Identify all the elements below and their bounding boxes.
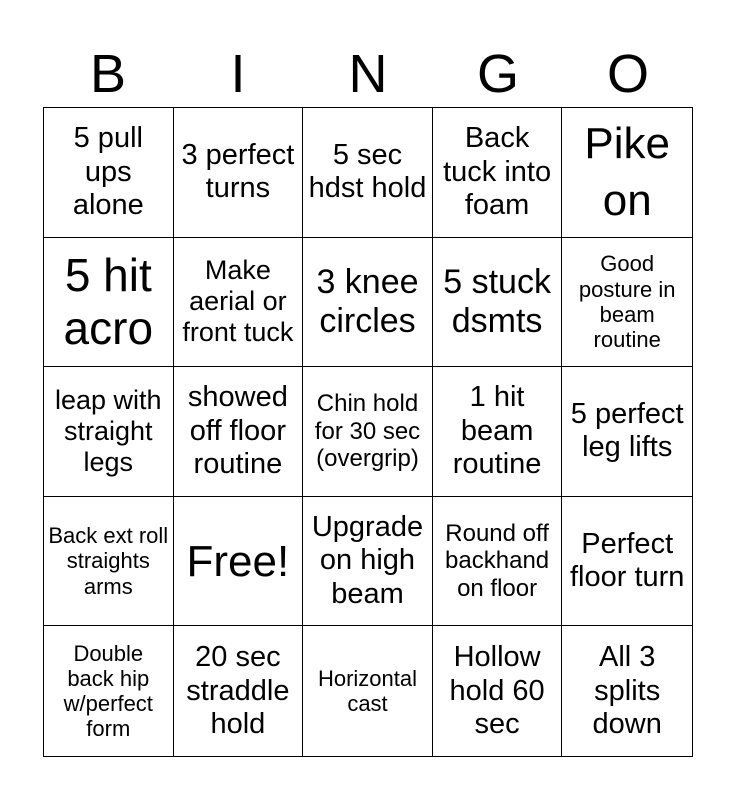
bingo-cell[interactable]: 1 hit beam routine <box>433 367 563 497</box>
bingo-cell[interactable]: 3 perfect turns <box>174 108 304 238</box>
header-letter-o: O <box>606 44 649 104</box>
bingo-cell[interactable]: Make aerial or front tuck <box>174 238 304 368</box>
bingo-header <box>43 42 693 106</box>
bingo-cell[interactable]: 5 pull ups alone <box>44 108 174 238</box>
bingo-cell[interactable]: Horizontal cast <box>303 626 433 756</box>
header-letter-g: G <box>476 44 519 104</box>
bingo-cell[interactable]: Pike on <box>562 108 692 238</box>
bingo-cell[interactable]: 5 perfect leg lifts <box>562 367 692 497</box>
bingo-cell[interactable]: All 3 splits down <box>592 641 662 740</box>
bingo-cell[interactable]: Chin hold for 30 sec (overgrip) <box>303 367 433 497</box>
bingo-cell[interactable]: 3 knee circles <box>303 238 433 368</box>
bingo-cell[interactable]: Back ext roll straights arms <box>44 497 174 627</box>
bingo-cell[interactable]: Round off backhand on floor <box>433 497 563 627</box>
bingo-cell[interactable]: 5 sec hdst hold <box>303 108 433 238</box>
header-letter-b: B <box>89 44 127 104</box>
bingo-cell[interactable]: Good posture in beam routine <box>562 238 692 368</box>
bingo-cell[interactable]: 5 hit acro <box>44 238 174 368</box>
bingo-cell[interactable]: showed off floor routine <box>174 367 304 497</box>
bingo-grid <box>43 107 693 757</box>
bingo-cell[interactable]: Double back hip w/perfect form <box>44 626 174 756</box>
bingo-cell[interactable]: Free! <box>174 497 304 627</box>
bingo-cell[interactable]: leap with straight legs <box>44 367 174 497</box>
bingo-cell[interactable]: Upgrade on high beam <box>303 497 433 627</box>
bingo-cell[interactable]: Perfect floor turn <box>562 497 692 627</box>
bingo-cell[interactable]: 5 stuck dsmts <box>433 238 563 368</box>
bingo-cell[interactable]: Back tuck into foam <box>433 108 563 238</box>
header-letter-i: I <box>230 44 246 104</box>
header-letter-n: N <box>348 44 388 104</box>
bingo-cell[interactable]: 20 sec straddle hold <box>174 626 304 756</box>
bingo-cell[interactable]: Hollow hold 60 sec <box>433 626 563 756</box>
